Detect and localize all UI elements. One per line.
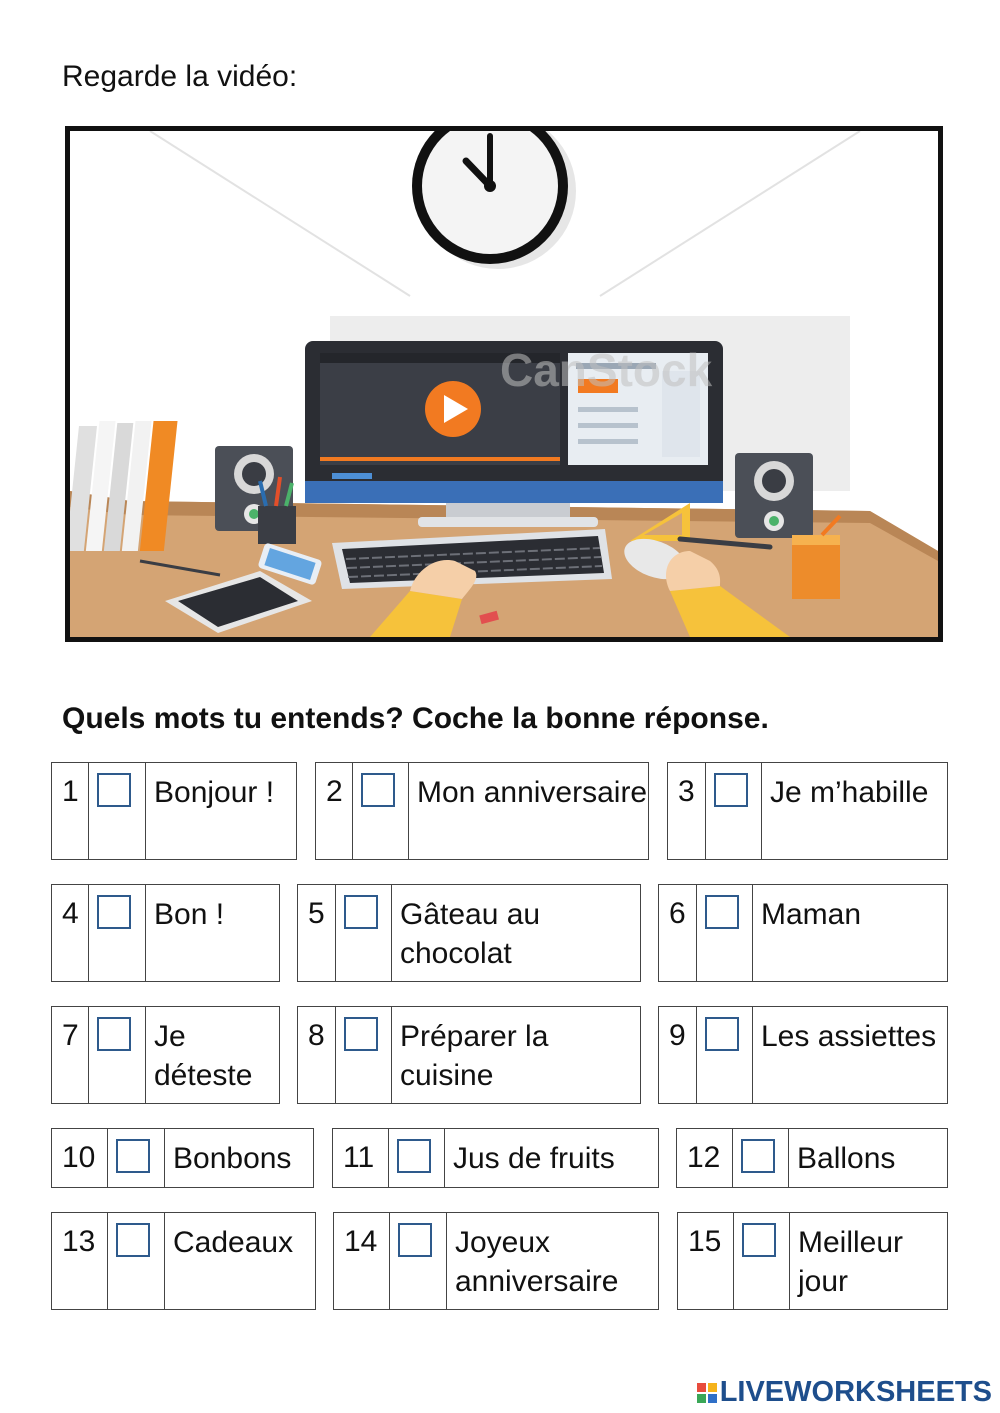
item-number: 7: [52, 1007, 89, 1103]
answer-checkbox[interactable]: [353, 763, 409, 859]
list-item: [332, 1128, 659, 1188]
item-label: Ballons: [797, 1142, 896, 1175]
item-label: Cadeaux: [173, 1226, 294, 1259]
item-number: 11: [333, 1129, 389, 1187]
item-label: Bonbons: [173, 1142, 292, 1175]
list-item: [51, 762, 297, 860]
answer-checkbox[interactable]: [89, 763, 146, 859]
list-item: [667, 762, 948, 860]
item-number: 14: [334, 1213, 390, 1309]
item-label: Je m’habille: [770, 776, 929, 809]
list-item: [297, 1006, 641, 1104]
item-label: Jus de fruits: [453, 1142, 615, 1175]
item-number: 3: [668, 763, 706, 859]
intro-instruction: Regarde la vidéo:: [62, 60, 298, 93]
item-label: Meilleur jour: [798, 1226, 904, 1298]
item-label: Les assiettes: [761, 1020, 937, 1053]
list-item: [658, 1006, 948, 1104]
item-number: 12: [677, 1129, 733, 1187]
item-number: 13: [52, 1213, 108, 1309]
answer-checkbox[interactable]: [733, 1129, 789, 1187]
list-item: [676, 1128, 948, 1188]
item-number: 2: [316, 763, 353, 859]
list-item: [658, 884, 948, 982]
item-label: Je déteste: [154, 1020, 253, 1092]
list-item: [677, 1212, 948, 1310]
item-number: 8: [298, 1007, 336, 1103]
list-item: [51, 1128, 314, 1188]
list-item: [333, 1212, 659, 1310]
item-number: 5: [298, 885, 336, 981]
list-item: [315, 762, 649, 860]
item-number: 4: [52, 885, 89, 981]
item-label: Joyeux anniversaire: [455, 1226, 619, 1298]
brand-name: LIVEWORKSHEETS: [719, 1376, 992, 1408]
item-label: Préparer la cuisine: [400, 1020, 549, 1092]
answer-checkbox[interactable]: [389, 1129, 445, 1187]
question-heading: Quels mots tu entends? Coche la bonne réponse.: [62, 702, 769, 735]
liveworksheets-logo[interactable]: [697, 1376, 992, 1409]
answer-checkbox[interactable]: [336, 885, 392, 981]
item-number: 1: [52, 763, 89, 859]
watermark-text: CanStock: [500, 344, 713, 396]
item-number: 10: [52, 1129, 108, 1187]
item-number: 6: [659, 885, 697, 981]
item-label: Mon anniversaire: [417, 776, 648, 809]
answer-checkbox[interactable]: [89, 1007, 146, 1103]
item-label: Gâteau au chocolat: [400, 898, 541, 970]
list-item: [297, 884, 641, 982]
video-thumbnail[interactable]: [65, 126, 943, 642]
answer-checkbox[interactable]: [89, 885, 146, 981]
answer-checkbox[interactable]: [697, 885, 753, 981]
list-item: [51, 884, 280, 982]
speaker-icon: [735, 453, 813, 538]
logo-icon: [697, 1383, 717, 1403]
item-number: 15: [678, 1213, 734, 1309]
answer-checkbox[interactable]: [734, 1213, 790, 1309]
list-item: [51, 1212, 316, 1310]
answer-checkbox[interactable]: [108, 1213, 165, 1309]
answer-checkbox[interactable]: [108, 1129, 165, 1187]
answer-checkbox[interactable]: [390, 1213, 447, 1309]
answer-checkbox[interactable]: [697, 1007, 753, 1103]
item-number: 9: [659, 1007, 697, 1103]
answer-checkbox[interactable]: [336, 1007, 392, 1103]
answer-checkbox[interactable]: [706, 763, 762, 859]
item-label: Bonjour !: [154, 776, 275, 809]
list-item: [51, 1006, 280, 1104]
item-label: Bon !: [154, 898, 225, 931]
desk-illustration: [70, 131, 938, 637]
item-label: Maman: [761, 898, 862, 931]
